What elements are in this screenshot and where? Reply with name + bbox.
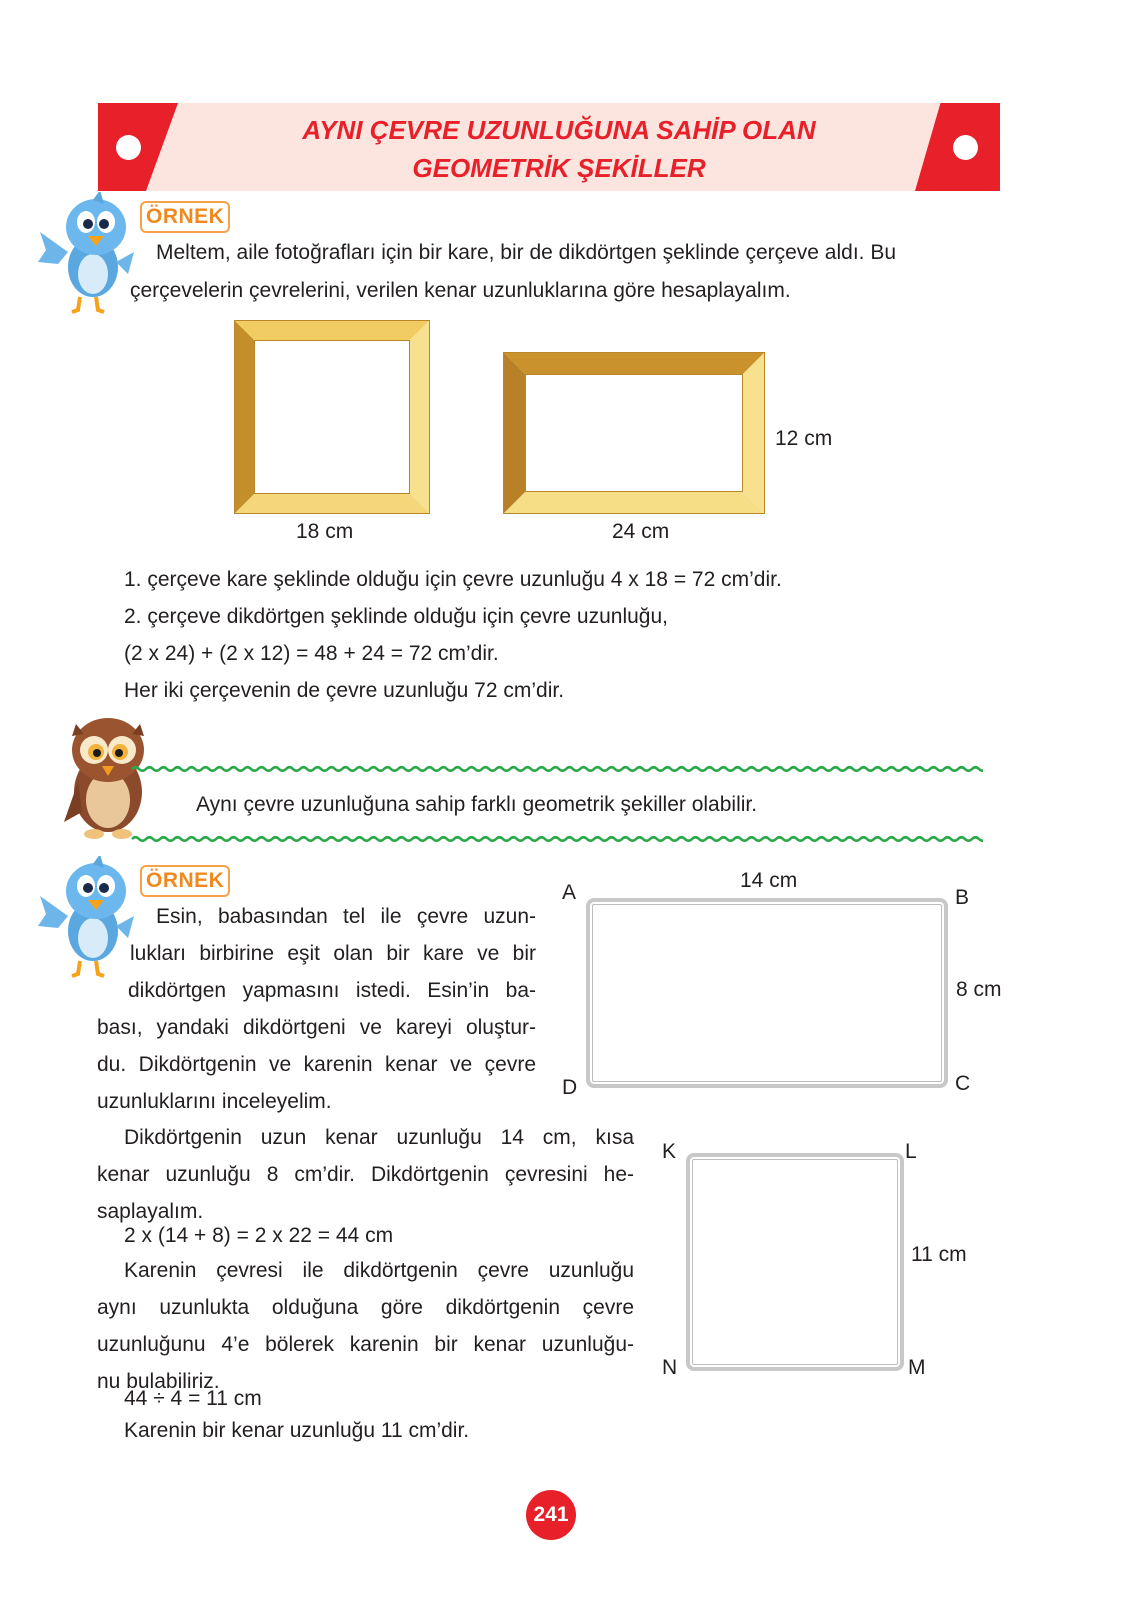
example2-para1-line6: uzunluklarını inceleyelim. [97, 1090, 332, 1113]
rectangle-frame-width-label: 24 cm [612, 520, 670, 543]
solution-line-2: 2. çerçeve dikdörtgen şeklinde olduğu için çevre uzunluğu, [124, 605, 669, 628]
example2-para3-line1: Karenin çevresi ile dikdörtgenin çevre uzunluğu [124, 1259, 634, 1282]
vertex-m-label: M [908, 1356, 926, 1379]
title-line-1: AYNI ÇEVRE UZUNLUĞUNA SAHİP OLAN [302, 115, 816, 145]
vertex-b-label: B [955, 886, 970, 909]
solution-line-4: Her iki çerçevenin de çevre uzunluğu 72 cm’dir. [124, 679, 565, 702]
square-side-length-label: 11 cm [911, 1243, 967, 1266]
example2-para1-line2: lukları birbirine eşit olan bir kare ve bir [130, 942, 536, 965]
banner-left-dot [116, 135, 141, 160]
title-banner [98, 103, 1000, 191]
vertex-n-label: N [662, 1356, 678, 1379]
vertex-d-label: D [562, 1076, 578, 1099]
bird-mascot-icon [38, 192, 138, 317]
vertex-c-label: C [955, 1072, 971, 1095]
example2-conclusion: Karenin bir kenar uzunluğu 11 cm’dir. [124, 1419, 470, 1442]
page-number-badge: 241 [526, 1490, 576, 1540]
title-line-2: GEOMETRİK ŞEKİLLER [412, 153, 706, 183]
example2-para1-line3: dikdörtgen yapmasını istedi. Esin’in ba- [128, 979, 536, 1002]
page-title [278, 111, 840, 187]
solution-line-3: (2 x 24) + (2 x 12) = 48 + 24 = 72 cm’dir. [124, 642, 499, 665]
rectangle-abcd-shape [586, 898, 948, 1088]
vertex-k-label: K [662, 1140, 677, 1163]
example2-para3-line4: nu bulabiliriz. [97, 1370, 220, 1393]
bird-mascot-icon [38, 856, 138, 981]
example2-para1-line4: bası, yandaki dikdörtgeni ve kareyi oluştur- [97, 1016, 536, 1039]
note-text: Aynı çevre uzunluğuna sahip farklı geometrik şekiller olabilir. [196, 793, 758, 816]
rectangle-frame-image [503, 352, 765, 514]
example2-para2-line2: kenar uzunluğu 8 cm’dir. Dikdörtgenin çevresini he- [97, 1163, 634, 1186]
example2-para3-line2: aynı uzunlukta olduğuna göre dikdörtgenin çevre [97, 1296, 634, 1319]
example2-para2-line3: saplayalım. [97, 1200, 204, 1223]
rectangle-top-length-label: 14 cm [740, 869, 798, 892]
example2-calc2: 44 ÷ 4 = 11 cm [124, 1387, 262, 1410]
example2-para3-line3: uzunluğunu 4’e bölerek karenin bir kenar uzunluğu- [97, 1333, 634, 1356]
square-frame-image [234, 320, 430, 514]
example2-para1-line5: du. Dikdörtgenin ve karenin kenar ve çevre [97, 1053, 536, 1076]
rectangle-frame-height-label: 12 cm [775, 427, 833, 450]
example1-text-line2: çerçevelerin çevrelerini, verilen kenar uzunluklarına göre hesaplayalım. [130, 279, 791, 302]
example1-text-line1: Meltem, aile fotoğrafları için bir kare, bir de dikdörtgen şeklinde çerçeve aldı. Bu [156, 241, 897, 264]
vertex-a-label: A [562, 881, 577, 904]
square-klmn-shape [686, 1153, 904, 1371]
example-badge-2: ÖRNEK [140, 865, 230, 897]
banner-right-dot [953, 135, 978, 160]
square-frame-side-label: 18 cm [296, 520, 354, 543]
example2-para2-line1: Dikdörtgenin uzun kenar uzunluğu 14 cm, kısa [124, 1126, 634, 1149]
example2-para1-line1: Esin, babasından tel ile çevre uzun- [156, 905, 536, 928]
rectangle-side-length-label: 8 cm [956, 978, 1002, 1001]
example-badge-1: ÖRNEK [140, 201, 230, 233]
solution-line-1: 1. çerçeve kare şeklinde olduğu için çevre uzunluğu 4 x 18 = 72 cm’dir. [124, 568, 782, 591]
vertex-l-label: L [905, 1140, 917, 1163]
example2-calc1: 2 x (14 + 8) = 2 x 22 = 44 cm [124, 1224, 394, 1247]
